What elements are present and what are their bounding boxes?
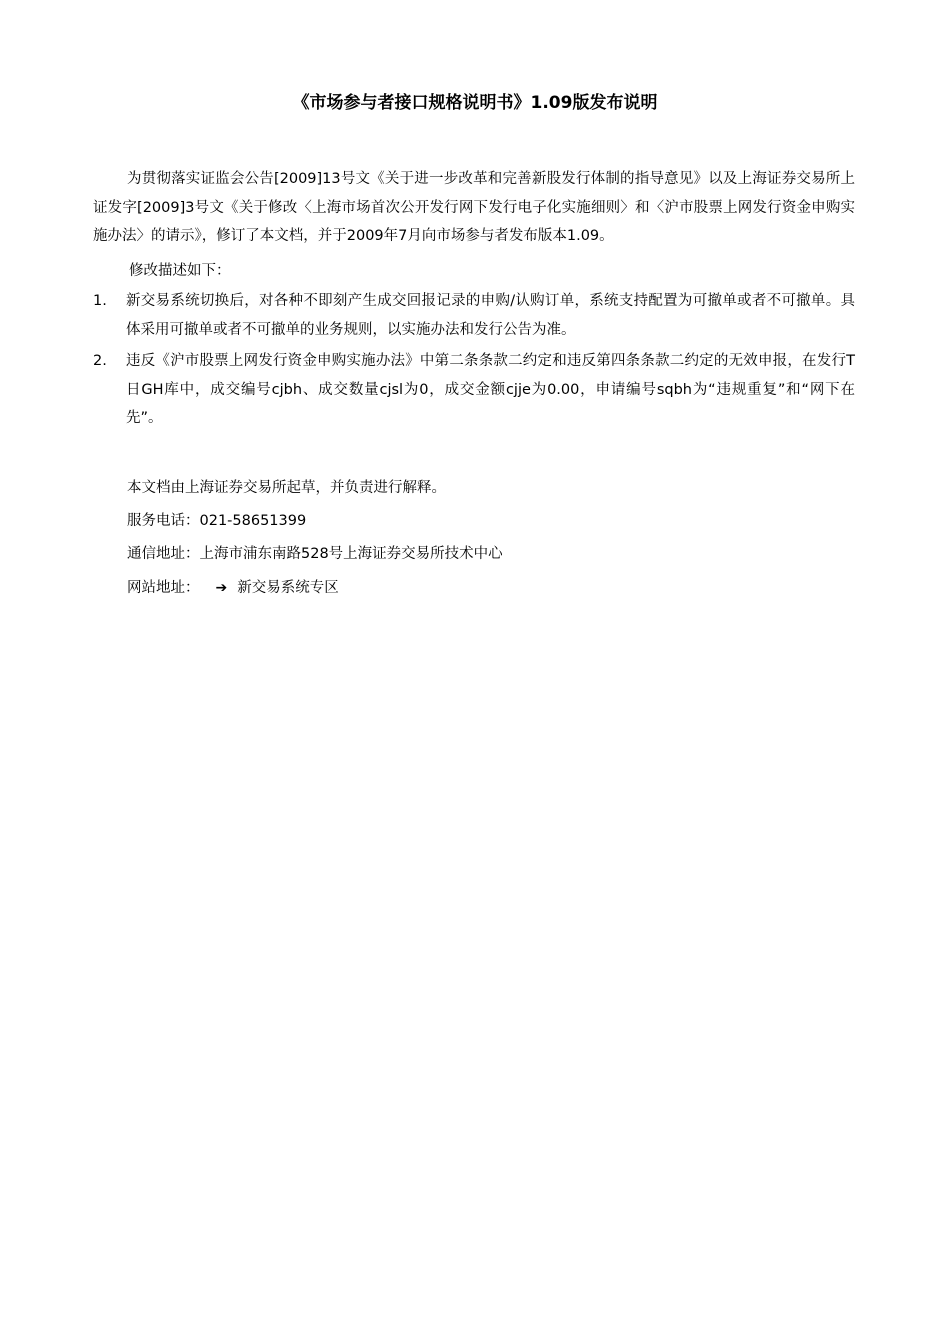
phone-label: 服务电话： bbox=[127, 513, 200, 529]
intro-paragraph: 为贯彻落实证监会公告[2009]13号文《关于进一步改革和完善新股发行体制的指导意见》以及上海证券交易所上证发字[2009]3号文《关于修改〈上海市场首次公开发行网下发行电子化实施细则〉和〈沪市股票上网发行资金申购实施办法〉的请示》，修订了本文档，并于2009年7月向市场参与者发布版本1.09。 bbox=[93, 171, 855, 244]
change-item-text: 新交易系统切换后，对各种不即刻产生成交回报记录的申购/认购订单，系统支持配置为可撤单或者不可撤单。具体采用可撤单或者不可撤单的业务规则，以实施办法和发行公告为准。 bbox=[126, 293, 855, 338]
change-item-text: 违反《沪市股票上网发行资金申购实施办法》中第二条条款二约定和违反第四条条款二约定的无效申报，在发行T日GH库中，成交编号cjbh、成交数量cjsl为0，成交金额cjje为0.00，申请编号sqbh为“违规重复”和“网下在先”。 bbox=[126, 353, 855, 426]
service-phone bbox=[127, 509, 306, 533]
arrow-right-icon: ➔ bbox=[215, 580, 228, 596]
changes-lead: 修改描述如下： bbox=[129, 263, 231, 279]
change-item bbox=[93, 287, 855, 344]
website-label: 网站地址： bbox=[127, 580, 200, 596]
document-title: 《市场参与者接口规格说明书》1.09版发布说明 bbox=[292, 93, 658, 113]
phone-number: 021-58651399 bbox=[199, 513, 307, 529]
change-item bbox=[93, 347, 855, 433]
change-item-number: 2. bbox=[93, 353, 107, 369]
drafting-note: 本文档由上海证券交易所起草，并负责进行解释。 bbox=[127, 480, 446, 496]
address-label: 通信地址： bbox=[127, 546, 200, 562]
mailing-address bbox=[127, 542, 503, 566]
website bbox=[127, 576, 339, 600]
website-link[interactable]: 新交易系统专区 bbox=[237, 580, 339, 596]
address-value: 上海市浦东南路528号上海证券交易所技术中心 bbox=[199, 546, 503, 562]
change-item-number: 1. bbox=[93, 293, 107, 309]
